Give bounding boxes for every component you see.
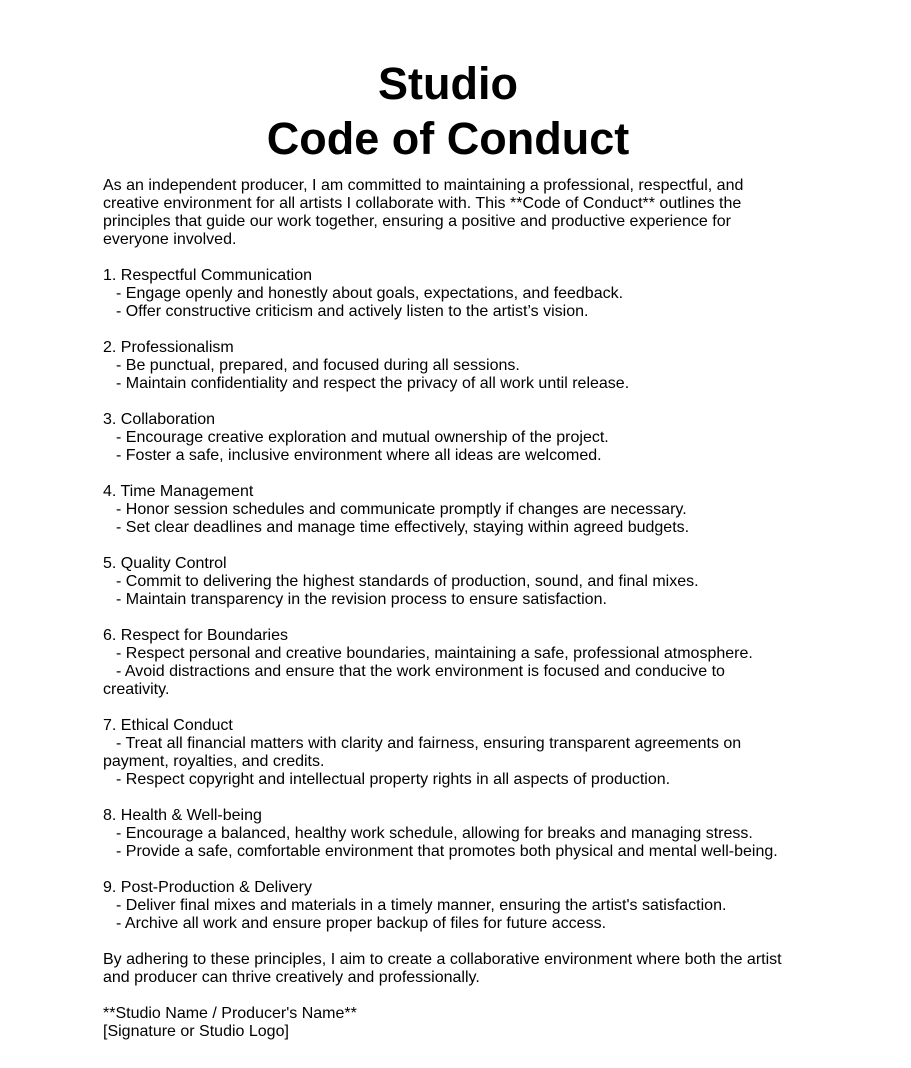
list-item: - Avoid distractions and ensure that the work environment is focused and conducive to creativity.: [103, 663, 788, 699]
document-body: [103, 177, 788, 1041]
document-title: [98, 56, 798, 166]
section-4: [103, 483, 788, 537]
section-heading: 3. Collaboration: [103, 411, 216, 428]
list-item: - Provide a safe, comfortable environment that promotes both physical and mental well-being.: [103, 843, 788, 861]
list-item: - Be punctual, prepared, and focused during all sessions.: [103, 357, 788, 375]
spacer: [103, 465, 788, 483]
section-heading: 4. Time Management: [103, 483, 254, 500]
spacer: [103, 699, 788, 717]
signature-name: **Studio Name / Producer's Name**: [103, 1005, 357, 1022]
intro-paragraph: As an independent producer, I am committed to maintaining a professional, respectful, and creative environment for all artists I collaborate with. This **Code of Conduct** outlines the principles that guide our work together, ensuring a positive and productive experience for everyone involved.: [103, 177, 744, 248]
title-line-2: Code of Conduct: [266, 113, 630, 164]
section-heading: 6. Respect for Boundaries: [103, 627, 288, 644]
document: [103, 56, 788, 1041]
section-1: [103, 267, 788, 321]
title-line-1: Studio: [378, 58, 518, 109]
section-heading: 7. Ethical Conduct: [103, 717, 233, 734]
signature-placeholder: [Signature or Studio Logo]: [103, 1023, 289, 1040]
list-item: - Set clear deadlines and manage time effectively, staying within agreed budgets.: [103, 519, 788, 537]
section-9: [103, 879, 788, 933]
section-8: [103, 807, 788, 861]
closing-paragraph: By adhering to these principles, I aim to create a collaborative environment where both the artist and producer can thrive creatively and professionally.: [103, 951, 782, 986]
list-item: - Honor session schedules and communicate promptly if changes are necessary.: [103, 501, 788, 519]
section-2: [103, 339, 788, 393]
section-heading: 8. Health & Well-being: [103, 807, 262, 824]
spacer: [103, 609, 788, 627]
list-item: - Deliver final mixes and materials in a timely manner, ensuring the artist's satisfaction.: [103, 897, 788, 915]
list-item: - Treat all financial matters with clarity and fairness, ensuring transparent agreements on payment, royalties, and credits.: [103, 735, 788, 771]
list-item: - Maintain confidentiality and respect the privacy of all work until release.: [103, 375, 788, 393]
list-item: - Maintain transparency in the revision process to ensure satisfaction.: [103, 591, 788, 609]
section-6: [103, 627, 788, 699]
spacer: [103, 393, 788, 411]
list-item: - Offer constructive criticism and actively listen to the artist’s vision.: [103, 303, 788, 321]
spacer: [103, 249, 788, 267]
section-7: [103, 717, 788, 789]
list-item: - Encourage creative exploration and mutual ownership of the project.: [103, 429, 788, 447]
section-5: [103, 555, 788, 609]
spacer: [103, 987, 788, 1005]
list-item: - Respect personal and creative boundaries, maintaining a safe, professional atmosphere.: [103, 645, 788, 663]
list-item: - Foster a safe, inclusive environment where all ideas are welcomed.: [103, 447, 788, 465]
section-heading: 9. Post-Production & Delivery: [103, 879, 312, 896]
section-heading: 2. Professionalism: [103, 339, 234, 356]
list-item: - Engage openly and honestly about goals, expectations, and feedback.: [103, 285, 788, 303]
spacer: [103, 537, 788, 555]
spacer: [103, 321, 788, 339]
list-item: - Archive all work and ensure proper backup of files for future access.: [103, 915, 788, 933]
spacer: [103, 861, 788, 879]
list-item: - Encourage a balanced, healthy work schedule, allowing for breaks and managing stress.: [103, 825, 788, 843]
spacer: [103, 933, 788, 951]
list-item: - Respect copyright and intellectual property rights in all aspects of production.: [103, 771, 788, 789]
spacer: [103, 789, 788, 807]
list-item: - Commit to delivering the highest standards of production, sound, and final mixes.: [103, 573, 788, 591]
section-heading: 5. Quality Control: [103, 555, 227, 572]
section-3: [103, 411, 788, 465]
section-heading: 1. Respectful Communication: [103, 267, 312, 284]
